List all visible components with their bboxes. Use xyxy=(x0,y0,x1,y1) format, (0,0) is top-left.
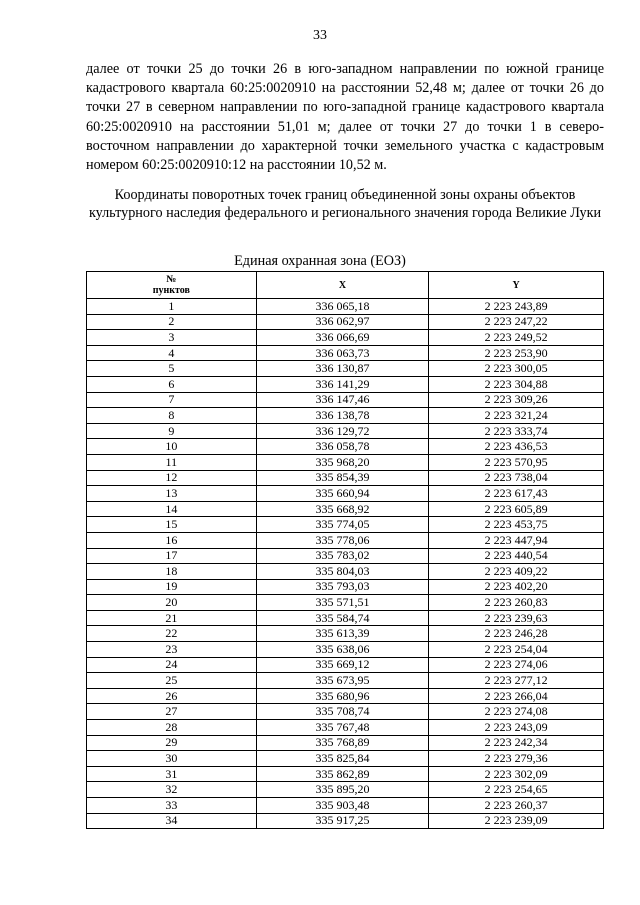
table-row xyxy=(87,517,604,533)
table-row xyxy=(87,345,604,361)
cell-point-number: 33 xyxy=(87,798,257,814)
cell-y: 2 223 249,52 xyxy=(429,330,604,346)
cell-y: 2 223 302,09 xyxy=(429,766,604,782)
table-row xyxy=(87,470,604,486)
table-row xyxy=(87,376,604,392)
cell-x: 335 783,02 xyxy=(256,548,429,564)
cell-point-number: 15 xyxy=(87,517,257,533)
header-y: Y xyxy=(429,272,604,299)
cell-x: 335 903,48 xyxy=(256,798,429,814)
cell-point-number: 30 xyxy=(87,751,257,767)
table-row xyxy=(87,626,604,642)
cell-point-number: 32 xyxy=(87,782,257,798)
table-row xyxy=(87,673,604,689)
table-row xyxy=(87,782,604,798)
cell-x: 336 138,78 xyxy=(256,408,429,424)
table-row xyxy=(87,610,604,626)
table-row xyxy=(87,501,604,517)
coordinates-table xyxy=(86,271,604,829)
table-row xyxy=(87,408,604,424)
table-row xyxy=(87,392,604,408)
header-num-symbol: № xyxy=(166,274,177,285)
cell-x: 335 660,94 xyxy=(256,486,429,502)
cell-x: 335 804,03 xyxy=(256,564,429,580)
cell-point-number: 34 xyxy=(87,813,257,829)
cell-x: 336 129,72 xyxy=(256,423,429,439)
cell-y: 2 223 277,12 xyxy=(429,673,604,689)
cell-y: 2 223 246,28 xyxy=(429,626,604,642)
table-row xyxy=(87,548,604,564)
cell-point-number: 9 xyxy=(87,423,257,439)
cell-x: 335 825,84 xyxy=(256,751,429,767)
cell-y: 2 223 453,75 xyxy=(429,517,604,533)
table-row xyxy=(87,486,604,502)
table-row xyxy=(87,423,604,439)
table-row xyxy=(87,439,604,455)
cell-x: 336 130,87 xyxy=(256,361,429,377)
cell-y: 2 223 440,54 xyxy=(429,548,604,564)
cell-point-number: 22 xyxy=(87,626,257,642)
table-row xyxy=(87,704,604,720)
section-heading: Координаты поворотных точек границ объединенной зоны охраны объектов культурного наследия федерального и регионального значения города Великие Луки xyxy=(88,187,602,221)
cell-point-number: 23 xyxy=(87,642,257,658)
cell-y: 2 223 402,20 xyxy=(429,579,604,595)
cell-point-number: 12 xyxy=(87,470,257,486)
cell-point-number: 3 xyxy=(87,330,257,346)
cell-x: 335 638,06 xyxy=(256,642,429,658)
cell-point-number: 2 xyxy=(87,314,257,330)
table-row xyxy=(87,564,604,580)
cell-x: 336 065,18 xyxy=(256,299,429,315)
cell-point-number: 7 xyxy=(87,392,257,408)
cell-y: 2 223 254,04 xyxy=(429,642,604,658)
cell-y: 2 223 274,08 xyxy=(429,704,604,720)
table-row xyxy=(87,766,604,782)
table-row xyxy=(87,688,604,704)
cell-x: 335 673,95 xyxy=(256,673,429,689)
header-num-label: пунктов xyxy=(152,285,190,296)
cell-y: 2 223 260,37 xyxy=(429,798,604,814)
page-number: 33 xyxy=(313,28,327,43)
cell-x: 336 066,69 xyxy=(256,330,429,346)
cell-point-number: 25 xyxy=(87,673,257,689)
cell-y: 2 223 266,04 xyxy=(429,688,604,704)
cell-y: 2 223 617,43 xyxy=(429,486,604,502)
cell-point-number: 5 xyxy=(87,361,257,377)
cell-x: 336 141,29 xyxy=(256,376,429,392)
table-row xyxy=(87,642,604,658)
cell-x: 335 584,74 xyxy=(256,610,429,626)
cell-x: 335 768,89 xyxy=(256,735,429,751)
cell-y: 2 223 447,94 xyxy=(429,532,604,548)
cell-y: 2 223 309,26 xyxy=(429,392,604,408)
cell-point-number: 8 xyxy=(87,408,257,424)
cell-y: 2 223 436,53 xyxy=(429,439,604,455)
table-row xyxy=(87,314,604,330)
cell-x: 336 062,97 xyxy=(256,314,429,330)
cell-x: 336 058,78 xyxy=(256,439,429,455)
cell-y: 2 223 321,24 xyxy=(429,408,604,424)
cell-x: 335 895,20 xyxy=(256,782,429,798)
table-row xyxy=(87,532,604,548)
table-header-row xyxy=(87,272,604,299)
cell-x: 335 668,92 xyxy=(256,501,429,517)
cell-point-number: 11 xyxy=(87,454,257,470)
table-row xyxy=(87,798,604,814)
cell-point-number: 18 xyxy=(87,564,257,580)
cell-point-number: 4 xyxy=(87,345,257,361)
cell-y: 2 223 253,90 xyxy=(429,345,604,361)
cell-y: 2 223 274,06 xyxy=(429,657,604,673)
cell-point-number: 6 xyxy=(87,376,257,392)
cell-x: 335 917,25 xyxy=(256,813,429,829)
cell-y: 2 223 409,22 xyxy=(429,564,604,580)
table-row xyxy=(87,330,604,346)
cell-point-number: 31 xyxy=(87,766,257,782)
cell-y: 2 223 738,04 xyxy=(429,470,604,486)
cell-x: 335 968,20 xyxy=(256,454,429,470)
cell-x: 335 708,74 xyxy=(256,704,429,720)
cell-point-number: 26 xyxy=(87,688,257,704)
cell-point-number: 21 xyxy=(87,610,257,626)
cell-point-number: 24 xyxy=(87,657,257,673)
cell-point-number: 20 xyxy=(87,595,257,611)
table-row xyxy=(87,657,604,673)
cell-point-number: 16 xyxy=(87,532,257,548)
cell-point-number: 19 xyxy=(87,579,257,595)
cell-y: 2 223 247,22 xyxy=(429,314,604,330)
cell-x: 336 063,73 xyxy=(256,345,429,361)
cell-point-number: 10 xyxy=(87,439,257,455)
header-point-number xyxy=(87,272,257,299)
table-row xyxy=(87,720,604,736)
table-row xyxy=(87,735,604,751)
cell-point-number: 17 xyxy=(87,548,257,564)
table-row xyxy=(87,595,604,611)
table-row xyxy=(87,579,604,595)
cell-x: 335 854,39 xyxy=(256,470,429,486)
cell-y: 2 223 333,74 xyxy=(429,423,604,439)
table-row xyxy=(87,361,604,377)
cell-y: 2 223 605,89 xyxy=(429,501,604,517)
cell-x: 335 571,51 xyxy=(256,595,429,611)
cell-x: 336 147,46 xyxy=(256,392,429,408)
cell-x: 335 767,48 xyxy=(256,720,429,736)
table-row xyxy=(87,751,604,767)
cell-point-number: 14 xyxy=(87,501,257,517)
cell-y: 2 223 279,36 xyxy=(429,751,604,767)
cell-point-number: 13 xyxy=(87,486,257,502)
cell-x: 335 774,05 xyxy=(256,517,429,533)
cell-x: 335 613,39 xyxy=(256,626,429,642)
cell-y: 2 223 242,34 xyxy=(429,735,604,751)
table-row xyxy=(87,299,604,315)
cell-y: 2 223 260,83 xyxy=(429,595,604,611)
cell-x: 335 669,12 xyxy=(256,657,429,673)
cell-x: 335 778,06 xyxy=(256,532,429,548)
table-caption: Единая охранная зона (ЕОЗ) xyxy=(234,253,406,269)
cell-point-number: 27 xyxy=(87,704,257,720)
cell-y: 2 223 254,65 xyxy=(429,782,604,798)
cell-y: 2 223 304,88 xyxy=(429,376,604,392)
cell-point-number: 1 xyxy=(87,299,257,315)
body-paragraph: далее от точки 25 до точки 26 в юго-западном направлении по южной границе кадастрового квартала 60:25:0020910 на расстоянии 52,48 м; далее от точки 26 до точки 27 в северном направлении по юго-западной границе кадастрового квартала 60:25:0020910 на расстоянии 51,01 м; далее от точки 27 до точки 1 в северо-восточном направлении до характерной точки земельного участка с кадастровым номером 60:25:0020910:12 на расстоянии 10,52 м. xyxy=(86,61,604,174)
cell-y: 2 223 570,95 xyxy=(429,454,604,470)
table-row xyxy=(87,813,604,829)
table-row xyxy=(87,454,604,470)
cell-y: 2 223 239,09 xyxy=(429,813,604,829)
cell-x: 335 793,03 xyxy=(256,579,429,595)
cell-point-number: 28 xyxy=(87,720,257,736)
cell-x: 335 862,89 xyxy=(256,766,429,782)
cell-y: 2 223 243,89 xyxy=(429,299,604,315)
cell-y: 2 223 243,09 xyxy=(429,720,604,736)
cell-x: 335 680,96 xyxy=(256,688,429,704)
cell-y: 2 223 239,63 xyxy=(429,610,604,626)
cell-y: 2 223 300,05 xyxy=(429,361,604,377)
header-x: X xyxy=(256,272,429,299)
cell-point-number: 29 xyxy=(87,735,257,751)
